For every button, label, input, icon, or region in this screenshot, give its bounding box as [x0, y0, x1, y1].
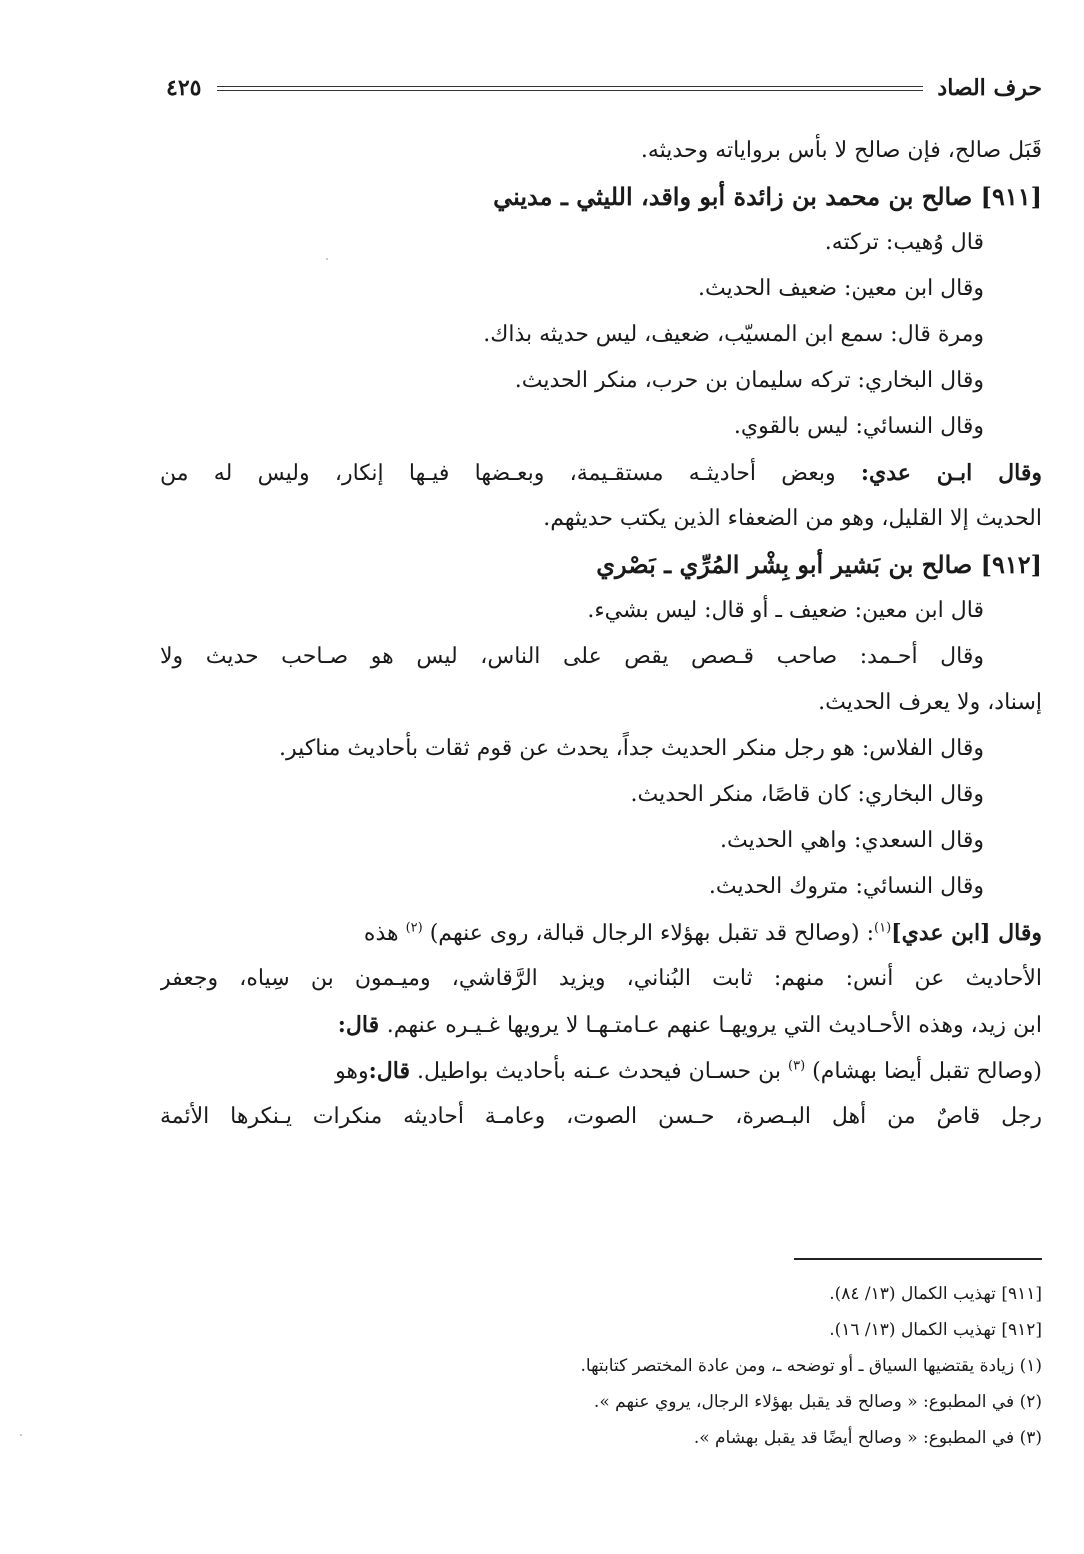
text-line: وقال النسائي: متروك الحديث.	[708, 874, 984, 899]
speaker-label: وقال [ابن عدي]	[891, 920, 1042, 946]
footnote: [٩١١] تهذيب الكمال (١٣/ ٨٤).	[829, 1284, 1042, 1304]
text-line: وقال [ابن عدي]$^{(١)}$: (وصالح قد تقبل بهؤلاء الرجال قبالة، روى عنهم) $^{(٢)}$ هذه	[363, 920, 1042, 946]
text-line: الأحاديث عن أنس: منهم: ثابت البُناني، ويزيد الرَّقاشي، وميـمون بن سِياه، وجعفر	[160, 966, 1042, 991]
text-line: إسناد، ولا يعرف الحديث.	[818, 690, 1042, 715]
text-line: قَبَل صالح، فإن صالح لا بأس برواياته وحديثه.	[640, 138, 1042, 163]
footnote: [٩١٢] تهذيب الكمال (١٣/ ١٦).	[829, 1320, 1042, 1340]
scan-speck	[20, 1434, 22, 1436]
text-line: وقال السعدي: واهي الحديث.	[720, 828, 984, 853]
text-line: ابن زيد، وهذه الأحـاديث التي يرويهـا عنهم عـامتـهـا لا يرويها غـيـره عنهم. قال:	[337, 1012, 1042, 1038]
text-line: قال وُهيب: تركته.	[824, 230, 984, 255]
text-line: وقال أحـمد: صاحب قـصص يقص على الناس، ليس هو صـاحب حديث ولا	[160, 644, 984, 669]
footnotes	[160, 1276, 1042, 1456]
text-line: ومرة قال: سمع ابن المسيّب، ضعيف، ليس حديثه بذاك.	[483, 322, 984, 347]
text-line: قال ابن معين: ضعيف ـ أو قال: ليس بشيء.	[587, 598, 984, 623]
page-number: ٤٢٥	[166, 75, 202, 101]
footnote-ref: (٢)	[405, 920, 423, 936]
speaker-label: قال:	[337, 1012, 387, 1038]
footnote-separator	[794, 1258, 1042, 1260]
text-line: (وصالح تقبل أيضا بهشام) $^{(٣)}$ بن حسـان فيحدث عـنه بأحاديث بواطيل. قال:وهو	[335, 1058, 1042, 1084]
main-text	[160, 128, 1042, 1140]
scan-speck	[326, 258, 328, 260]
text-line: وقال ابـن عدي: وبعض أحاديثـه مستقـيمة، وبعـضها فيـها إنكار، وليس له من	[160, 460, 1042, 486]
text-line: الحديث إلا القليل، وهو من الضعفاء الذين يكتب حديثهم.	[543, 506, 1042, 531]
footnote: (١) زيادة يقتضيها السياق ـ أو توضحه ـ، ومن عادة المختصر كتابتها.	[580, 1356, 1042, 1376]
text-line: وقال ابن معين: ضعيف الحديث.	[698, 276, 984, 301]
footnote: (٢) في المطبوع: « وصالح قد يقبل بهؤلاء الرجال، يروي عنهم ».	[593, 1392, 1042, 1412]
entry-heading-912: [٩١٢] صالح بن بَشير أبو بِشْر المُرِّي ـ بَصْري	[596, 550, 1042, 579]
text-line: وقال البخاري: تركه سليمان بن حرب، منكر الحديث.	[514, 368, 984, 393]
chapter-title: حرف الصاد	[937, 75, 1042, 101]
entry-heading-911: [٩١١] صالح بن محمد بن زائدة أبو واقد، الليثي ـ مديني	[493, 182, 1042, 211]
footnote-ref: (٣)	[788, 1058, 806, 1074]
footnote-ref: (١)	[874, 920, 892, 936]
text-line: رجل قاصٌ من أهل البـصرة، حـسن الصوت، وعامـة أحاديثه منكرات يـنكرها الأئمة	[160, 1104, 1042, 1129]
footnote: (٣) في المطبوع: « وصالح أيضًا قد يقبل بهشام ».	[693, 1428, 1042, 1448]
running-head	[166, 70, 1042, 106]
text-line: وقال الفلاس: هو رجل منكر الحديث جداً، يحدث عن قوم ثقات بأحاديث مناكير.	[279, 736, 984, 761]
speaker-label: قال:	[368, 1058, 410, 1084]
text-line: وقال البخاري: كان قاصًا، منكر الحديث.	[630, 782, 984, 807]
speaker-label: وقال ابـن عدي:	[860, 460, 1042, 486]
text-line: وقال النسائي: ليس بالقوي.	[733, 414, 984, 439]
header-rule	[217, 86, 923, 91]
